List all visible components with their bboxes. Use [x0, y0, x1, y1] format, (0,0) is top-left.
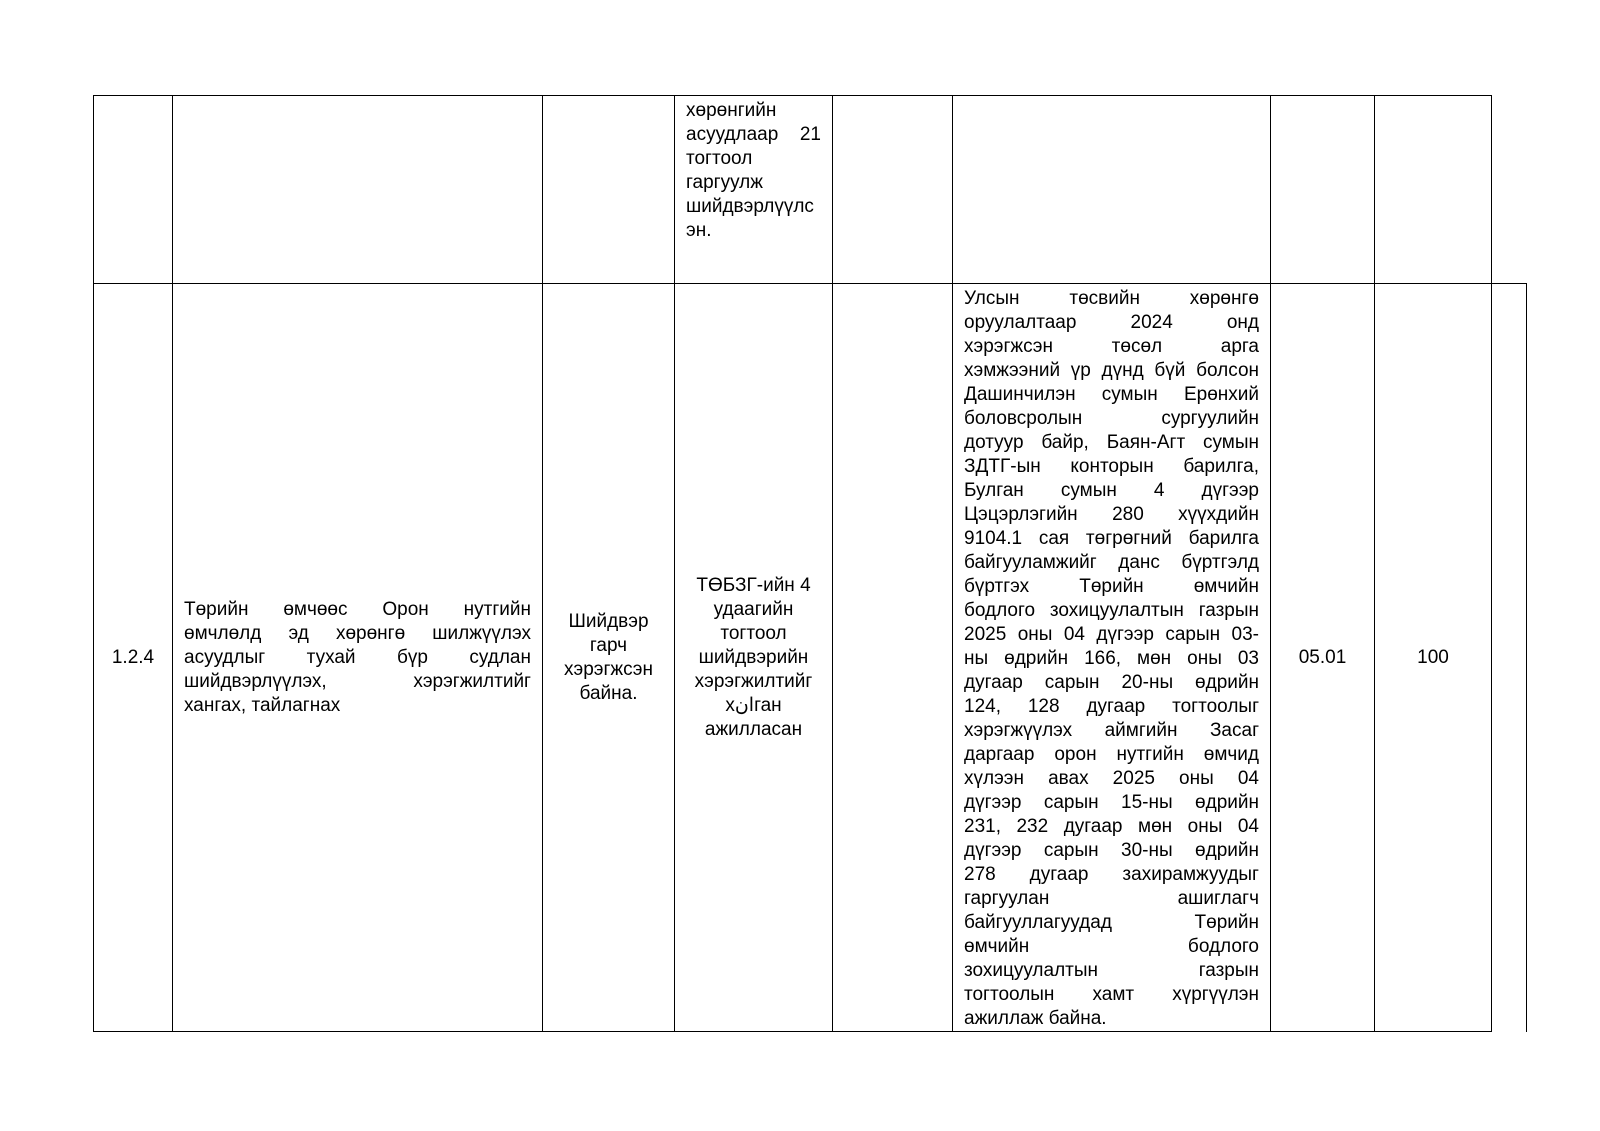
text-line: даргаар орон нутгийн өмчид — [964, 744, 1259, 765]
text-line: хангах, тайлагнах — [184, 694, 341, 716]
text-line: 9104.1 сая төгрөгний барилга — [964, 528, 1259, 549]
text-line: оруулалтаар 2024 онд — [964, 312, 1259, 333]
text-line: Цэцэрлэгийн 280 хүүхдийн — [964, 504, 1259, 525]
text-line: хөрөнгийн — [686, 100, 777, 121]
text-line: дотуур байр, Баян-Агт сумын — [964, 432, 1259, 453]
text-line: дүгээр сарын 30-ны өдрийн — [964, 840, 1259, 861]
text-line: хэрэгжсэн төсөл арга — [964, 336, 1259, 357]
text-line: эн. — [686, 220, 712, 241]
text-line: Шийдвэр — [568, 610, 649, 632]
text-line: Төрийн өмчөөс Орон нутгийн — [184, 598, 531, 620]
text-line: Улсын төсвийн хөрөнгө — [964, 288, 1259, 309]
text-line: Булган сумын 4 дүгээр — [964, 480, 1259, 501]
text-line: хүлээн авах 2025 оны 04 — [964, 768, 1259, 789]
text-line: ны өдрийн 166, мөн оны 03 — [964, 648, 1259, 669]
text-line: боловсролын сургуулийн — [964, 408, 1259, 429]
text-line: тогтоолын хамт хүргүүлэн — [964, 984, 1259, 1005]
text-line: гаргуулан ашиглагч — [964, 888, 1259, 909]
text-line: 124, 128 дугаар тогтоолыг — [964, 696, 1259, 717]
text-line: өмчийн бодлого — [964, 936, 1259, 957]
cell-target-continued — [675, 96, 833, 284]
text-line: 231, 232 дугаар мөн оны 04 — [964, 816, 1259, 837]
cell-empty — [1375, 96, 1492, 284]
cell-report — [953, 284, 1271, 1032]
text-line: гарч — [589, 634, 628, 656]
cell-date: 05.01 — [1271, 284, 1375, 1032]
table-row — [94, 284, 1527, 1032]
text-line: хэрэгжүүлэх аймгийн Засаг — [964, 720, 1259, 741]
text-line: дугаар сарын 20-ны өдрийн — [964, 672, 1259, 693]
text-line: өмчлөлд эд хөрөнгө шилжүүлэх — [184, 622, 531, 644]
text-line: 278 дугаар захирамжуудыг — [964, 864, 1259, 885]
text-line: хانган — [725, 694, 782, 716]
text-line: тогтоол — [720, 622, 787, 644]
text-line: ажиллаж байна. — [964, 1008, 1107, 1029]
text-line: 2025 оны 04 дүгээр сарын 03- — [964, 624, 1259, 645]
cell-percent: 100 — [1375, 284, 1492, 1032]
cell-criterion — [543, 284, 675, 1032]
cell-empty — [833, 96, 953, 284]
text-line: тогтоол — [686, 148, 753, 169]
text-line: асуудлаар 21 — [686, 124, 821, 145]
cell-empty — [173, 96, 543, 284]
text-line: хэмжээний үр дүнд бүй болсон — [964, 360, 1259, 381]
text-line: ЗДТГ-ын конторын барилга, — [964, 456, 1259, 477]
text-line: байгууллагуудад Төрийн — [964, 912, 1259, 933]
text-line: Дашинчилэн сумын Ерөнхий — [964, 384, 1259, 405]
table-row — [94, 96, 1527, 284]
text-line: хэрэгжилтийг — [694, 670, 813, 692]
text-line: ажилласан — [704, 718, 803, 740]
text-line: шийдвэрлүүлс — [686, 196, 814, 217]
cell-empty — [953, 96, 1271, 284]
text-line: асуудлыг тухай бүр судлан — [184, 646, 531, 668]
text-line: дүгээр сарын 15-ны өдрийн — [964, 792, 1259, 813]
text-line: шийдвэрлүүлэх, хэрэгжилтийг — [184, 670, 531, 692]
text-line: хэрэгжсэн — [564, 658, 653, 680]
cell-target — [675, 284, 833, 1032]
text-line: байгууламжийг данс бүртгэлд — [964, 552, 1259, 573]
cell-number: 1.2.4 — [94, 284, 173, 1032]
text-line: гаргуулж — [686, 172, 763, 193]
cell-empty — [833, 284, 953, 1032]
text-line: ТӨБЗГ-ийн 4 — [696, 574, 811, 596]
text-line: шийдвэрийн — [698, 646, 809, 668]
cell-empty — [1271, 96, 1375, 284]
text-line: бодлого зохицуулалтын газрын — [964, 600, 1259, 621]
cell-empty — [543, 96, 675, 284]
cell-empty — [1492, 284, 1527, 1032]
text-line: зохицуулалтын газрын — [964, 960, 1259, 981]
cell-task — [173, 284, 543, 1032]
text-line: бүртгэх Төрийн өмчийн — [964, 576, 1259, 597]
text-line: удаагийн — [713, 598, 794, 620]
report-table — [93, 95, 1527, 1032]
cell-empty — [94, 96, 173, 284]
text-line: байна. — [579, 682, 638, 704]
